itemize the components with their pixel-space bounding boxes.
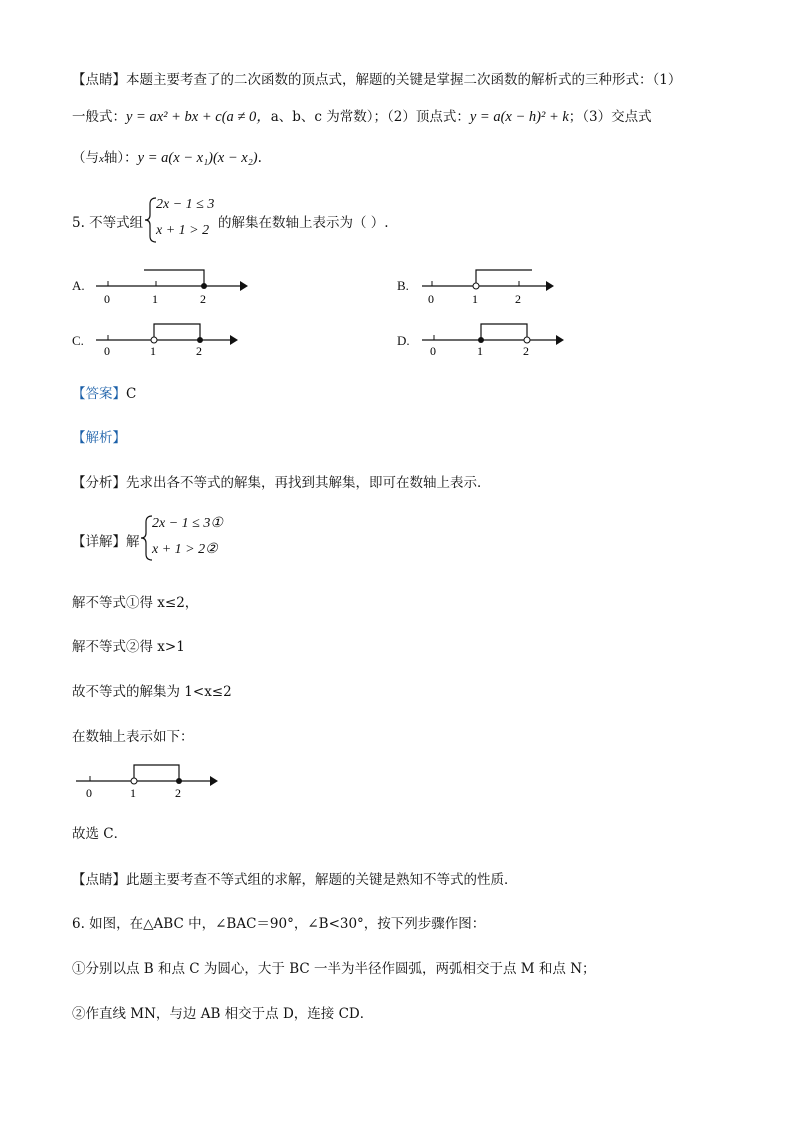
q5-suffix: 的解集在数轴上表示为（ ）. [218, 215, 389, 231]
dianjing-line-1 [72, 68, 681, 88]
x-var: x [99, 153, 104, 165]
detail-line [72, 530, 140, 550]
step-4: 在数轴上表示如下： [72, 729, 194, 745]
svg-text:2: 2 [515, 292, 521, 306]
answer-tag: 【答案】 [72, 386, 126, 402]
vertex-form-formula: y = a(x − h)² + k [469, 109, 569, 125]
dianjing-line-3 [72, 146, 262, 167]
option-b-number-line[interactable] [418, 262, 578, 308]
option-b-label[interactable]: B. [397, 278, 409, 293]
svg-text:1: 1 [152, 292, 158, 306]
svg-text:0: 0 [428, 292, 434, 306]
dianjing-text: 本题主要考查了的二次函数的顶点式，解题的关键是掌握二次函数的解析式的三种形式：（1） [126, 72, 682, 88]
svg-text:2: 2 [523, 344, 529, 358]
general-form-formula: y = ax² + bx + c(a ≠ 0， [126, 109, 271, 125]
dianjing-line-2 [72, 105, 652, 126]
svg-text:0: 0 [104, 292, 110, 306]
q5-prefix-text: 5. 不等式组 [72, 215, 144, 231]
option-d-label[interactable]: D. [397, 333, 410, 348]
step-2: 解不等式②得 x>1 [72, 639, 185, 655]
svg-text:1: 1 [150, 344, 156, 358]
option-c-number-line[interactable] [92, 317, 252, 363]
q5-prefix [72, 211, 143, 231]
detail-jie: 解 [126, 534, 140, 550]
conclusion: 故选 C． [72, 826, 128, 842]
solution-number-line [72, 758, 232, 804]
answer-line [72, 382, 136, 402]
intercept-form-formula: y = a(x − x₁)(x − x₂) [137, 150, 258, 166]
option-d-number-line[interactable] [418, 317, 578, 363]
intercept-form-label: ；（3）交点式 [568, 109, 652, 125]
q6-line-1: 6. 如图，在△ABC 中，∠BAC＝90°，∠B<30°，按下列步骤作图： [72, 916, 486, 932]
detail-ineq-2: x + 1 > 2② [152, 542, 218, 557]
svg-text:1: 1 [472, 292, 478, 306]
option-a-number-line[interactable] [92, 262, 252, 308]
answer-value: C [126, 386, 137, 402]
intercept-axis: 轴）： [103, 150, 138, 166]
general-form-label: 一般式： [72, 109, 126, 125]
detail-tag: 【详解】 [72, 534, 126, 550]
dianjing2-line [72, 868, 518, 888]
q5-ineq-2: x + 1 > 2 [156, 223, 210, 238]
svg-text:0: 0 [86, 786, 92, 800]
option-c-label[interactable]: C. [72, 333, 84, 348]
period: . [257, 150, 262, 166]
fenxi-tag: 【分析】 [72, 475, 126, 491]
svg-text:1: 1 [477, 344, 483, 358]
svg-text:2: 2 [175, 786, 181, 800]
svg-text:2: 2 [200, 292, 206, 306]
q5-ineq-1: 2x − 1 ≤ 3 [156, 197, 215, 212]
general-form-note: a、b、c 为常数）；（2）顶点式： [270, 109, 470, 125]
detail-ineq-1: 2x − 1 ≤ 3① [152, 516, 223, 531]
q6-line-2: ①分别以点 B 和点 C 为圆心，大于 BC 一半为半径作圆弧，两弧相交于点 M 和点 N； [72, 961, 596, 977]
analysis-tag: 【解析】 [72, 430, 126, 446]
intercept-open: （与 [72, 150, 99, 166]
option-a-label[interactable]: A. [72, 278, 85, 293]
svg-text:2: 2 [196, 344, 202, 358]
step-3: 故不等式的解集为 1<x≤2 [72, 684, 232, 700]
svg-text:0: 0 [430, 344, 436, 358]
svg-text:0: 0 [104, 344, 110, 358]
fenxi-line [72, 471, 491, 491]
step-1: 解不等式①得 x≤2， [72, 595, 199, 611]
fenxi-text: 先求出各不等式的解集，再找到其解集，即可在数轴上表示． [126, 475, 491, 491]
dianjing-tag: 【点睛】 [72, 72, 126, 88]
q6-line-3: ②作直线 MN，与边 AB 相交于点 D，连接 CD． [72, 1006, 374, 1022]
svg-text:1: 1 [130, 786, 136, 800]
dianjing2-tag: 【点睛】 [72, 872, 126, 888]
dianjing2-text: 此题主要考查不等式组的求解，解题的关键是熟知不等式的性质． [126, 872, 518, 888]
